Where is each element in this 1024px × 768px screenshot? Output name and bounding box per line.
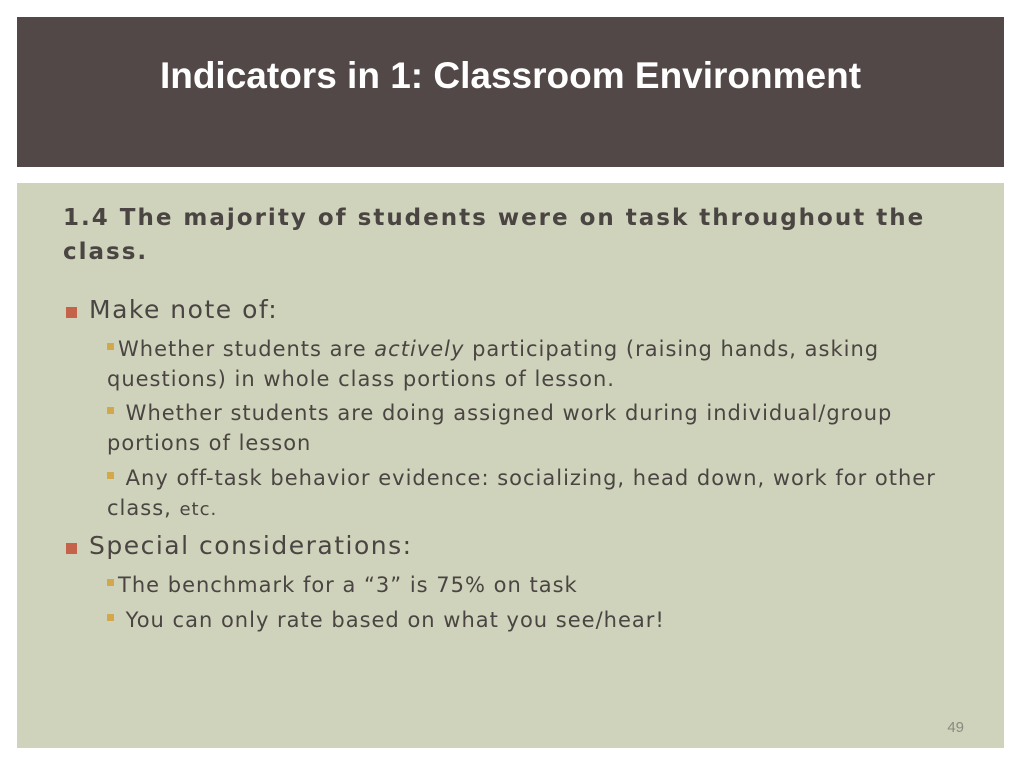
small-square-bullet-icon (107, 343, 114, 350)
list-item (107, 570, 967, 600)
indicator-heading: 1.4 The majority of students were on task throughout the class. (63, 205, 926, 265)
small-square-bullet-icon (107, 407, 114, 414)
small-square-bullet-icon (107, 472, 114, 479)
list-item (107, 334, 967, 394)
title-bar (17, 17, 1004, 167)
small-square-bullet-icon (107, 579, 114, 586)
square-bullet-icon (66, 307, 77, 318)
section-label: Special considerations: (89, 531, 413, 560)
square-bullet-icon (66, 543, 77, 554)
item-text-tail: etc. (179, 499, 218, 520)
slide-title: Indicators in 1: Classroom Environment (159, 55, 862, 96)
item-text: participating (raising hands, asking questions) in whole class portions of lesson. (107, 337, 880, 391)
list-item (107, 398, 967, 458)
list-item (107, 463, 967, 525)
section-label: Make note of: (89, 295, 279, 324)
item-text: The benchmark for a “3” is 75% on task (118, 573, 578, 597)
small-square-bullet-icon (107, 614, 114, 621)
page-number: 49 (947, 719, 964, 736)
list-item (107, 605, 967, 635)
item-text: Whether students are (118, 337, 375, 361)
item-text: Whether students are doing assigned work during individual/group portions of lesson (107, 401, 893, 455)
item-text: You can only rate based on what you see/hear! (118, 608, 665, 632)
item-text: Any off-task behavior evidence: socializing, head down, work for other class, (107, 466, 936, 520)
item-emphasis: actively (374, 337, 465, 361)
content-panel (17, 183, 1004, 748)
